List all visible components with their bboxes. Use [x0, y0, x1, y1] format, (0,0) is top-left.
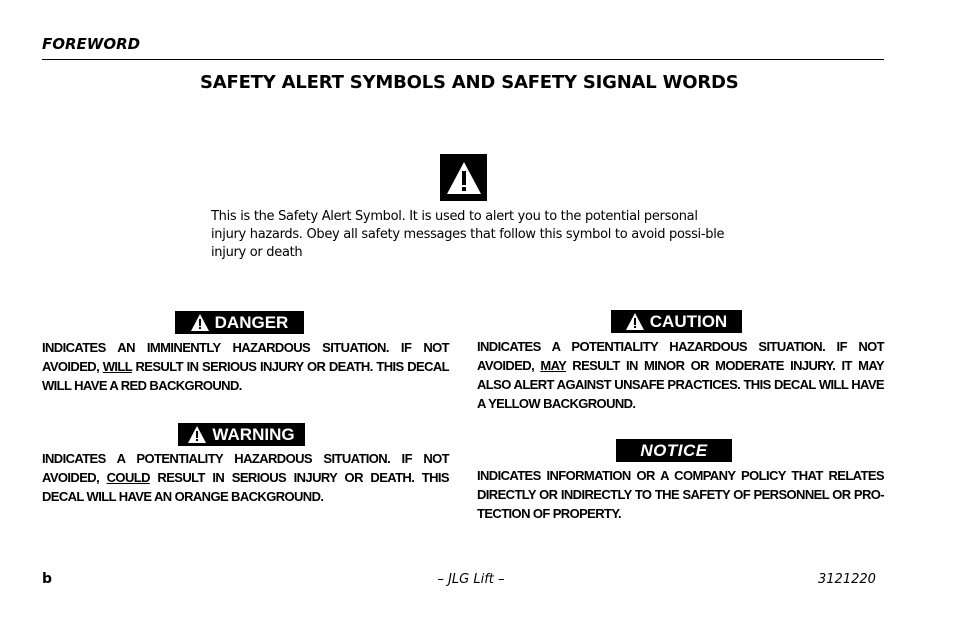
safety-alert-symbol	[440, 154, 487, 201]
header-divider	[42, 59, 884, 60]
caution-desc-part1: INDICATES A POTENTIALITY HAZARDOUS SITUATION. IF NOT AVOIDED,	[477, 339, 884, 373]
section-label: FOREWORD	[42, 35, 141, 53]
warning-signal-label	[178, 423, 305, 446]
danger-desc-part2: RESULT IN SERIOUS INJURY OR DEATH. THIS DECAL WILL HAVE A RED BACKGROUND.	[42, 359, 449, 393]
warning-triangle-icon	[191, 314, 209, 331]
caution-desc-keyword: MAY	[540, 358, 567, 373]
danger-signal-label	[175, 311, 304, 334]
warning-triangle-icon	[188, 426, 206, 443]
danger-desc-part1: INDICATES AN IMMINENTLY HAZARDOUS SITUATION. IF NOT AVOIDED,	[42, 340, 449, 374]
danger-desc-keyword: WILL	[102, 359, 132, 374]
notice-signal-label	[616, 439, 732, 462]
warning-triangle-icon	[445, 160, 483, 196]
caution-desc-part2: RESULT IN MINOR OR MODERATE INJURY. IT MAY ALSO ALERT AGAINST UNSAFE PRACTICES. THIS DECAL WILL HAVE A YELLOW BACKGROUND.	[477, 358, 884, 411]
page-number: b	[42, 571, 53, 587]
notice-label-text: NOTICE	[640, 440, 708, 460]
document-number: 3121220	[818, 572, 876, 587]
safety-alert-description: This is the Safety Alert Symbol. It is used to alert you to the potential personal injury hazards. Obey all safety messages that follow this symbol to avoid possi-ble injury or death	[211, 209, 725, 260]
warning-desc-keyword: COULD	[106, 470, 150, 485]
warning-triangle-icon	[626, 313, 644, 330]
warning-desc-part2: RESULT IN SERIOUS INJURY OR DEATH. THIS DECAL WILL HAVE AN ORANGE BACKGROUND.	[42, 470, 449, 504]
caution-description	[477, 337, 884, 413]
warning-label-text: WARNING	[212, 424, 295, 444]
notice-description: INDICATES INFORMATION OR A COMPANY POLICY THAT RELATES DIRECTLY OR INDIRECTLY TO THE SAFETY OF PERSONNEL OR PRO-TECTION OF PROPERTY.	[477, 468, 884, 521]
page-title: SAFETY ALERT SYMBOLS AND SAFETY SIGNAL WORDS	[200, 72, 739, 93]
footer-brand: – JLG Lift –	[437, 572, 505, 587]
warning-description	[42, 449, 449, 506]
warning-desc-part1: INDICATES A POTENTIALITY HAZARDOUS SITUATION. IF NOT AVOIDED,	[42, 451, 449, 485]
caution-label-text: CAUTION	[649, 311, 728, 331]
danger-label-text: DANGER	[214, 312, 289, 332]
caution-signal-label	[611, 310, 742, 333]
danger-description	[42, 338, 449, 395]
